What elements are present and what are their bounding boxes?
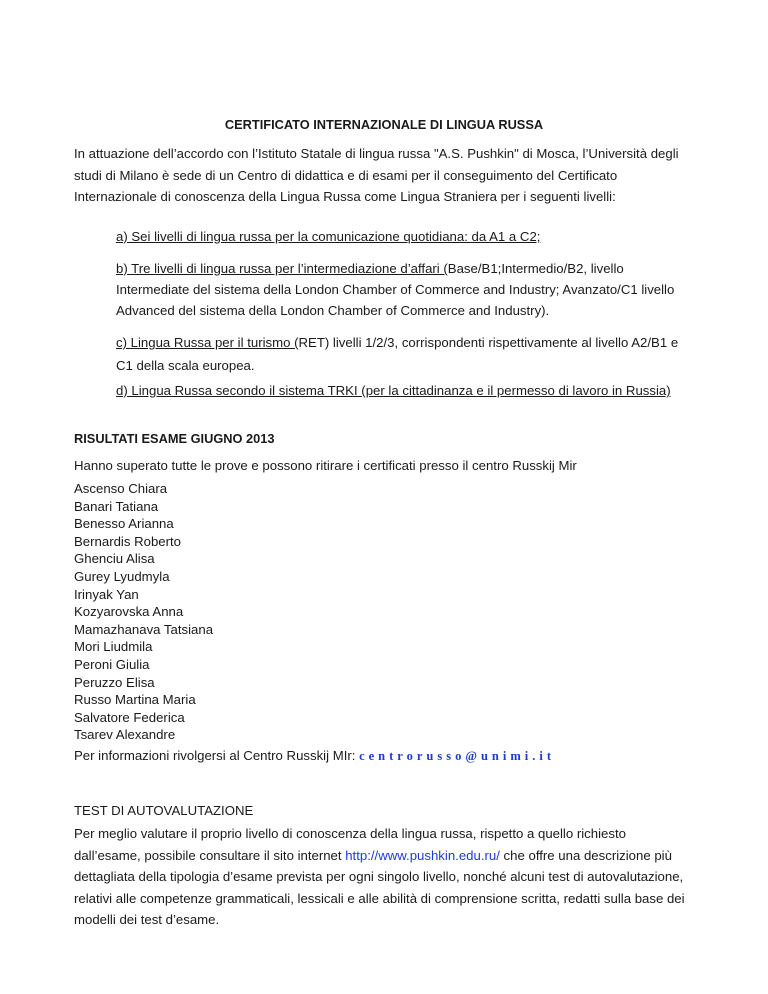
document-title: CERTIFICATO INTERNAZIONALE DI LINGUA RUSSA [224,117,544,132]
list-item: Bernardis Roberto [74,533,182,549]
list-item: Gurey Lyudmyla [74,568,170,584]
list-item: Mori Liudmila [74,639,153,655]
test-paragraph [74,823,694,931]
level-c-underlined: c) Lingua Russa per il turismo ( [116,335,299,350]
results-heading: RISULTATI ESAME GIUGNO 2013 [74,431,275,446]
test-heading: TEST DI AUTOVALUTAZIONE [74,803,254,818]
pushkin-site-link[interactable]: http://www.pushkin.edu.ru/ [345,847,500,863]
list-item: Kozyarovska Anna [74,604,184,620]
test-text-after: che offre una descrizione più dettagliata della tipologia d’esame prevista per ogni singolo livello, nonché alcuni test di autovalutazione, relativi alle competenze grammaticali, lessicali e alle abilità di comprensione scritta, redatti sulla base dei modelli dei test d’esame. [74,847,685,927]
list-item: Peruzzo Elisa [74,674,155,690]
level-a [116,226,686,247]
list-item: Mamazhanava Tatsiana [74,621,214,637]
list-item: Ascenso Chiara [74,481,168,496]
intro-paragraph: In attuazione dell’accordo con l’Istituto Statale di lingua russa "A.S. Pushkin" di Mosca, l’Università degli studi di Milano è sede di un Centro di didattica e di esami per il conseguimento del Certificato Internazionale di conoscenza della Lingua Russa come Lingua Straniera per i seguenti livelli: [74,146,679,204]
list-item: Salvatore Federica [74,709,185,725]
list-item: Ghenciu Alisa [74,551,155,567]
level-b [116,258,686,321]
list-item: Benesso Arianna [74,516,174,532]
list-item: Russo Martina Maria [74,692,196,708]
level-d [116,380,686,401]
contact-text: Per informazioni rivolgersi al Centro Russkij MIr: [74,748,360,763]
test-text-before: Per meglio valutare il proprio livello di conoscenza della lingua russa, rispetto a quello richiesto dall’esame, possibile consultare il sito internet [74,826,626,863]
results-text: Hanno superato tutte le prove e possono ritirare i certificati presso il centro Russkij Mir [74,458,577,473]
level-c [116,331,686,377]
list-item: Tsarev Alexandre [74,727,176,743]
list-item: Banari Tatiana [74,498,159,514]
contact-line [74,745,694,768]
list-item: Irinyak Yan [74,586,139,602]
names-list [74,480,213,744]
level-b-underlined: b) Tre livelli di lingua russa per l’intermediazione d’affari ( [116,261,448,276]
level-a-text: a) Sei livelli di lingua russa per la comunicazione quotidiana: da A1 a C2; [116,229,541,244]
contact-email-link[interactable]: centrorusso@unimi.it [359,749,555,763]
level-d-text: d) Lingua Russa secondo il sistema TRKI (per la cittadinanza e il permesso di lavoro in Russia) [116,383,671,398]
list-item: Peroni Giulia [74,656,150,672]
level-b-text: Base/B1;Intermedio/B2, livello Intermediate del sistema della London Chamber of Commerce and Industry; Avanzato/C1 livello Advanced del sistema della London Chamber of Commerce and Industry). [116,261,675,318]
level-c-text: RET) livelli 1/2/3, corrispondenti rispettivamente al livello A2/B1 e C1 della scala europea. [116,335,679,373]
